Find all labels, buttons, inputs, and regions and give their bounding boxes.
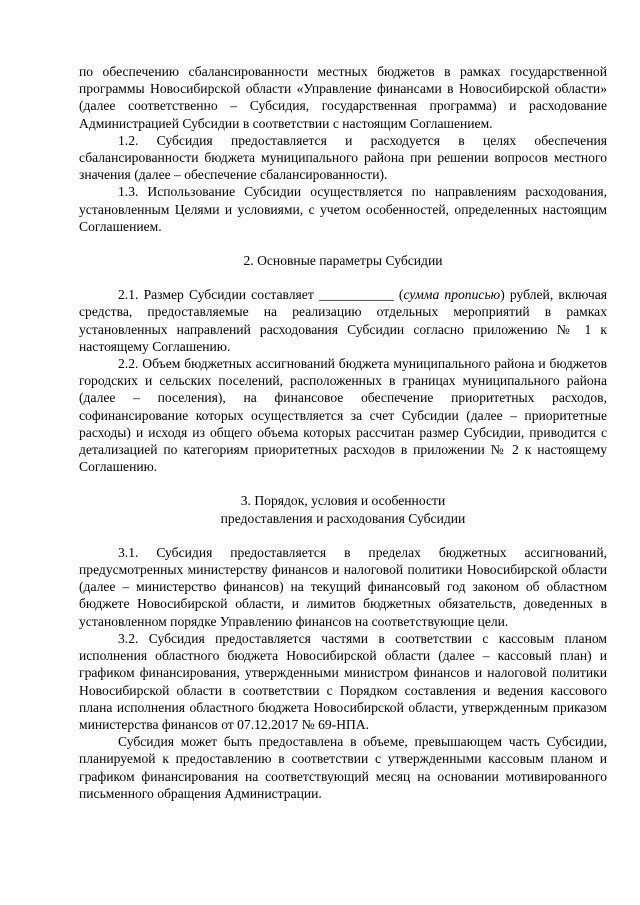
spacer — [79, 235, 607, 252]
spacer — [79, 475, 607, 492]
paragraph-3-1: 3.1. Субсидия предоставляется в пределах бюджетных ассигнований, предусмотренных министерству финансов и налоговой политики Новосибирской области (далее – министерство финансов) на текущий финансовый год законом об областном бюджете Новосибирской области, и лимитов бюджетных обязательств, доведенных в установленном порядке Управлению финансов на соответствующие цели. — [79, 544, 607, 629]
paragraph-3-2: 3.2. Субсидия предоставляется частями в соответствии с кассовым планом исполнения областного бюджета Новосибирской области (далее – кассовый план) и графиком финансирования, утвержденными министром финансов и налоговой политики Новосибирской области в соответствии с Порядком составления и ведения кассового плана исполнения областного бюджета Новосибирской области, утвержденным приказом министерства финансов от 07.12.2017 № 69-НПА. — [79, 630, 607, 732]
paragraph-2-1-start: 2.1. Размер Субсидии составляет ___________ ( — [118, 287, 404, 303]
paragraph-2-2: 2.2. Объем бюджетных ассигнований бюджета муниципального района и бюджетов городских и сельских поселений, расположенных в границах муниципального района (далее – поселения), на финансовое обеспечение приоритетных расходов, софинансирование которых осуществляется за счет Субсидии (далее – приоритетные расходы) и исходя из общего объема которых рассчитан размер Субсидии, приводится с детализацией по категориям приоритетных расходов в приложении № 2 к настоящему Соглашению. — [79, 356, 607, 475]
section-3-heading-line1: 3. Порядок, условия и особенности — [240, 493, 446, 509]
paragraph-2-1 — [79, 286, 607, 355]
section-3-heading-line2: предоставления и расходования Субсидии — [220, 510, 466, 526]
section-3-heading — [79, 492, 607, 526]
amount-in-words-placeholder: сумма прописью — [403, 287, 501, 303]
paragraph-3-2-continued: Субсидия может быть предоставлена в объеме, превышающем часть Субсидии, планируемой к предоставлению в соответствии с утвержденными кассовым планом и графиком финансирования на соответствующий месяц на основании мотивированного письменного обращения Администрации. — [79, 734, 607, 801]
section-2-heading: 2. Основные параметры Субсидии — [243, 253, 443, 269]
document-body — [79, 63, 607, 802]
paragraph-2-1-end: ) рублей, включая средства, предоставляемые на реализацию отдельных мероприятий в рамках установленных направлений расходования Субсидии согласно приложению № 1 к настоящему Соглашению. — [79, 287, 607, 354]
spacer — [79, 269, 607, 286]
paragraph-1-3: 1.3. Использование Субсидии осуществляется по направлениям расходования, установленным Целями и условиями, с учетом особенностей, определенных настоящим Соглашением. — [79, 184, 607, 234]
spacer — [79, 527, 607, 544]
paragraph-1-2: 1.2. Субсидия предоставляется и расходуется в целях обеспечения сбалансированности бюджета муниципального района при решении вопросов местного значения (далее – обеспечение сбалансированности). — [79, 132, 607, 183]
paragraph-intro: по обеспечению сбалансированности местных бюджетов в рамках государственной программы Новосибирской области «Управление финансами в Новосибирской области» (далее соответственно – Субсидия, государственная программа) и расходование Администрацией Субсидии в соответствии с настоящим Соглашением. — [79, 64, 607, 131]
